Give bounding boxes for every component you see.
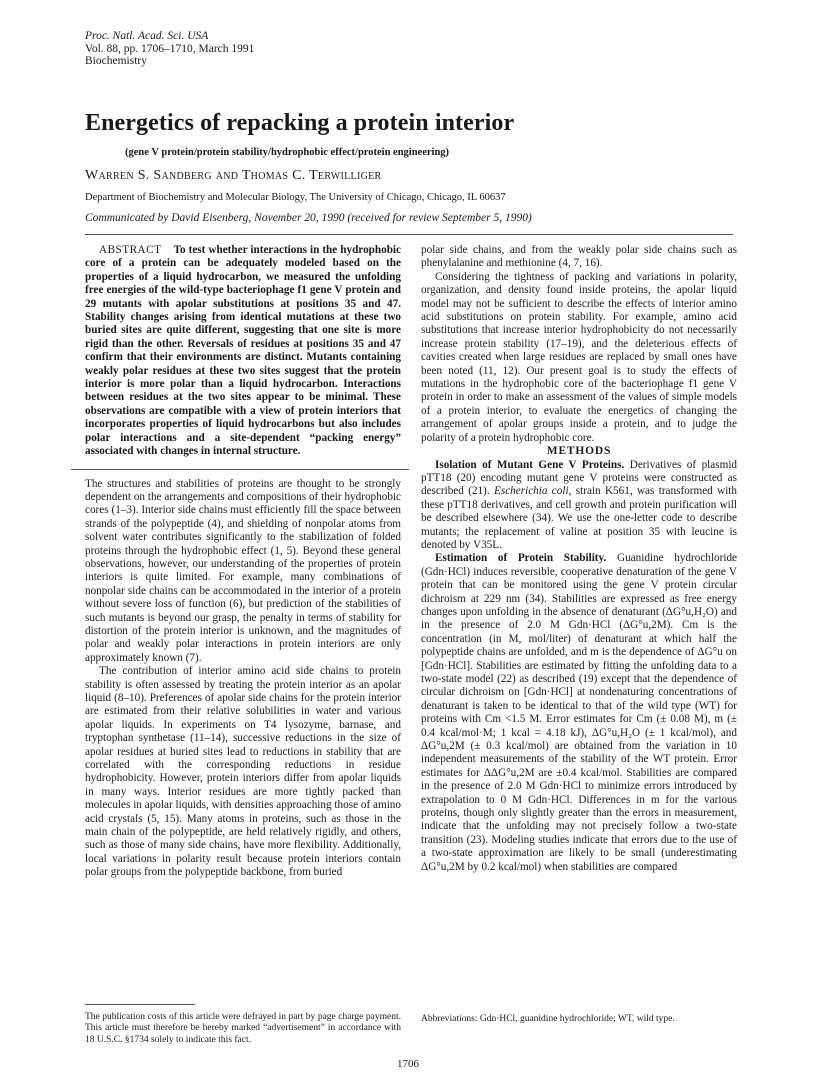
abstract-text: To test whether interactions in the hydrophobic core of a protein can be adequately modeled based on the properties of a liquid hydrocarbon, we measured the unfolding free energies of the wild-type bacteriophage f1 gene V protein and 29 mutants with apolar substitutions at positions 35 and 47. Stability changes arising from identical mutations at these two buried sites are quite different, suggesting that one site is more rigid than the other. Reversals of residues at positions 35 and 47 confirm that their environments are distinct. Mutants containing weakly polar residues at these two sites suggest that the protein interior is more polar than a liquid hydrocarbon. Interactions between residues at the two sites appear to be minimal. These observations are compatible with a view of protein interiors that incorporates properties of liquid hydrocarbons but also includes polar interactions and a site-dependent “packing energy” associated with changes in internal structure. (85, 244, 402, 458)
footnote: The publication costs of this article were defrayed in part by page charge payment. This article must therefore be hereby marked “advertisement” in accordance with 18 U.S.C. §1734 solely to indicate this fact. (85, 1012, 401, 1045)
isolation-text-b: strain K561, was transformed with these pTT18 derivatives, and cell growth and protein purification will be described elsewhere (34). We use the one-letter code to describe mutants; the replacement of valine at position 35 with leucine is denoted by V35L. (421, 485, 738, 551)
volume-line: Vol. 88, pp. 1706–1710, March 1991 (85, 42, 255, 55)
journal-header (85, 30, 254, 68)
intro-paragraph-2: The contribution of interior amino acid side chains to protein stability is often assessed by treating the protein interior as an apolar liquid (8–10). Preferences of apolar side chains for the protein interior are estimated from their relative solubilities in water and various apolar liquids. In experiments on T4 lysozyme, barnase, and tryptophan synthetase (11–14), successive reductions in the size of apolar residues at buried sites lead to reductions in stability that are correlated with the corresponding reductions in residue hydrophobicity. However, protein interiors differ from apolar liquids in many ways. Interior residues are more tightly packed than molecules in apolar liquids, with densities approaching those of amino acid crystals (5, 15). Many atoms in proteins, such as those in the main chain of the polypeptide, are held relatively rigidly, and others, such as those of many side chains, have more flexibility. Additionally, local variations in polarity result because protein interiors contain polar groups from the polypeptide backbone, from buried (85, 665, 401, 879)
authors: Warren S. Sandberg and Thomas C. Terwilliger (85, 168, 382, 183)
abstract (85, 244, 401, 459)
isolation-heading: Isolation of Mutant Gene V Proteins. (435, 458, 625, 471)
right-column (421, 244, 737, 874)
article-title: Energetics of repacking a protein interior (85, 110, 515, 136)
page-number: 1706 (397, 1058, 419, 1070)
abbreviations: Abbreviations: Gdn·HCl, guanidine hydrochloride; WT, wild type. (421, 1014, 675, 1024)
isolation-paragraph (421, 459, 737, 553)
affiliation: Department of Biochemistry and Molecular Biology, The University of Chicago, Chicago, IL 60637 (85, 192, 506, 203)
keywords: (gene V protein/protein stability/hydrophobic effect/protein engineering) (125, 147, 450, 158)
isolation-text-a: Derivatives of plasmid pTT18 (20) encoding mutant gene V proteins were constructed as described (21). (421, 458, 738, 498)
estimation-text: Guanidine hydrochloride (Gdn·HCl) induces reversible, cooperative denaturation of the gene V protein that can be monitored using the gene V protein circular dichroism at 229 nm (34). Stabilities are expressed as free energy changes upon unfolding in the absence of denaturant (ΔG°u,H₂O) and in the presence of 2.0 M Gdn·HCl (ΔG°u,2M). Cm is the concentration (in M, mol/liter) of denaturant at which half the polypeptide chains are unfolded, and m is the dependence of ΔG°u on [Gdn·HCl]. Stabilities are estimated by fitting the unfolding data to a two-state model (22) as described (19) except that the dependence of circular dichroism on [Gdn·HCl] at nondenaturing concentrations of denaturant is taken to be identical to that of the wild type (WT) for proteins with Cm <1.5 M. Error estimates for Cm (± 0.08 M), m (± 0.4 kcal/mol·M; 1 kcal = 4.18 kJ), ΔG°u,H₂O (± 1 kcal/mol), and ΔG°u,2M (± 0.3 kcal/mol) are obtained from the variation in 10 independent measurements of the stability of the WT protein. Error estimates for ΔΔG°u,2M are ±0.4 kcal/mol. Stabilities are compared in the presence of 2.0 M Gdn·HCl to minimize errors introduced by extrapolation to 0 M Gdn·HCl. Differences in m for the various proteins, though only slightly greater than the errors in measurement, indicate that the unfolding may not precisely follow a two-state transition (23). Modeling studies indicate that errors due to the use of a two-state approximation are likely to be small (underestimating ΔG°u,2M by 0.2 kcal/mol) when stabilities are compared (421, 552, 738, 873)
communicated-line: Communicated by David Eisenberg, November 20, 1990 (received for review September 5, 1990) (85, 212, 532, 224)
intro-paragraph-1: The structures and stabilities of proteins are thought to be strongly dependent on the arrangements and compositions of their hydrophobic cores (1–3). Interior side chains must efficiently fill the space between strands of the polypeptide (4), and shielding of nonpolar atoms from solvent water contributes significantly to the stabilization of folded proteins through the hydrophobic effect (1, 5). Beyond these general observations, however, our understanding of the properties of protein interiors is quite limited. For example, many combinations of nonpolar side chains can be accommodated in the interior of a protein without severe loss of function (6), but prediction of the stabilities of such mutants is beyond our grasp, the penalty in terms of stability for distortion of the protein interior is unknown, and the magnitudes of polar and weakly polar interactions in protein interiors are only approximately known (7). (85, 477, 401, 664)
abstract-label: ABSTRACT (99, 244, 162, 256)
left-column (85, 244, 401, 880)
right-paragraph-2: Considering the tightness of packing and variations in polarity, organization, and density found inside proteins, the apolar liquid model may not be sufficient to describe the effects of interior amino acid substitutions on protein stability. For example, amino acid substitutions that increase interior hydrophobicity do not necessarily increase protein stability (17–19), and the deleterious effects of cavities created when large residues are replaced by small ones have been noted (11, 12). Our present goal is to study the effects of mutations in the hydrophobic core of the bacteriophage f1 gene V protein in order to make an assessment of the values of simple models of a protein interior, to evaluate the energetics of changing the arrangement of apolar groups inside a protein, and to judge the polarity of a protein hydrophobic core. (421, 270, 737, 444)
abstract-rule (71, 469, 409, 470)
methods-heading: METHODS (546, 445, 612, 458)
estimation-paragraph (421, 552, 737, 874)
footnote-rule (85, 1004, 195, 1005)
ecoli-name: Escherichia coli, (494, 485, 572, 498)
estimation-heading: Estimation of Protein Stability. (435, 552, 607, 565)
section-label: Biochemistry (85, 55, 147, 67)
right-continuation: polar side chains, and from the weakly polar side chains such as phenylalanine and methionine (4, 7, 16). (421, 244, 737, 270)
header-rule (85, 234, 733, 235)
journal-name: Proc. Natl. Acad. Sci. USA (85, 30, 209, 42)
